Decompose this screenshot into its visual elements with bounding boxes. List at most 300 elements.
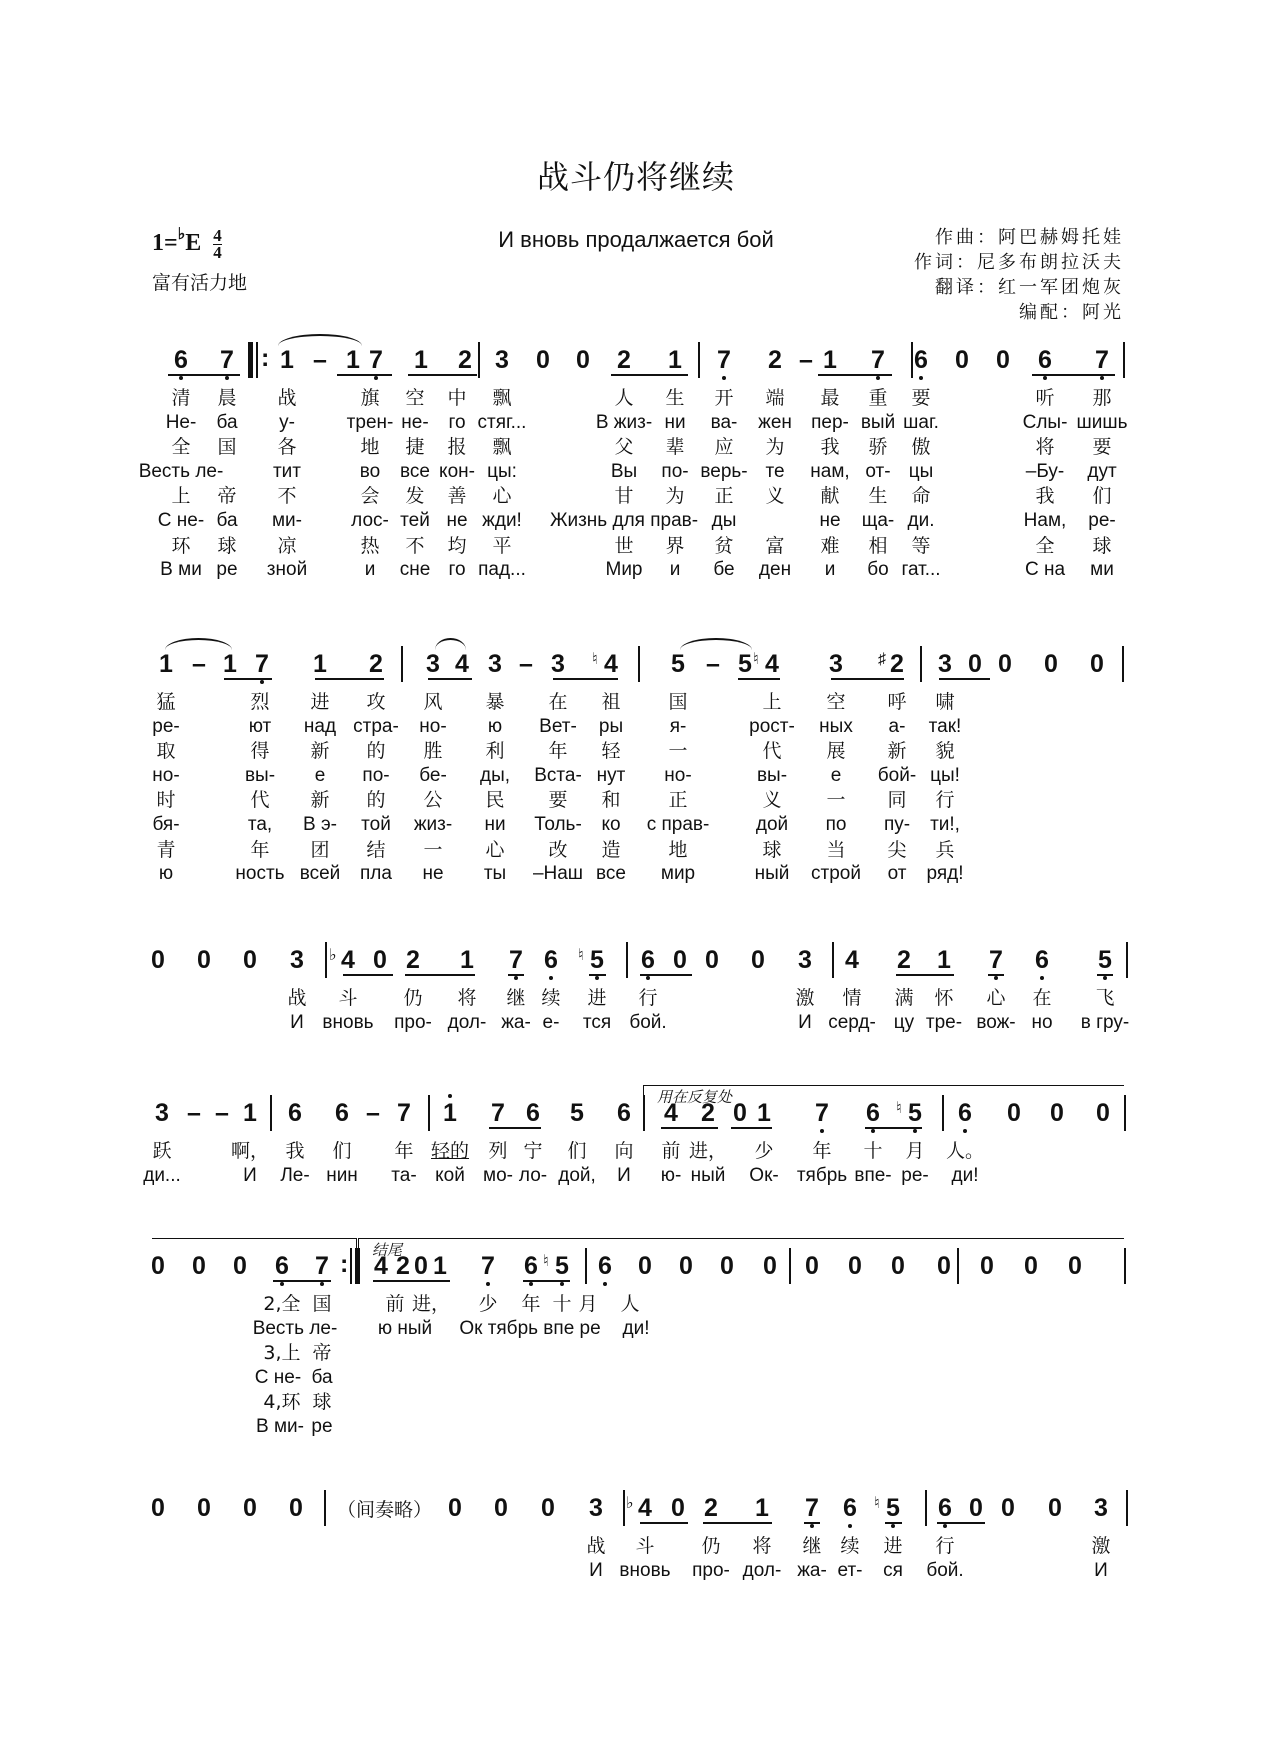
- low-octave-dot: [820, 1129, 824, 1133]
- lyric-russian: ди...: [143, 1164, 181, 1186]
- note: [249, 649, 275, 679]
- note-digit: 2: [768, 346, 782, 374]
- note: [1029, 945, 1055, 975]
- note: [1088, 1493, 1114, 1523]
- eighth-underline: [703, 1522, 772, 1524]
- lyric-russian: та-: [391, 1164, 417, 1186]
- note: [1092, 945, 1118, 975]
- note-digit: 7: [989, 946, 1003, 974]
- eighth-underline: [428, 678, 472, 680]
- lyric-russian: цы!: [930, 764, 960, 786]
- barline: [698, 342, 700, 378]
- lyric-russian: В ми-: [256, 1416, 304, 1437]
- lyric-chinese: 最: [820, 387, 840, 409]
- lyric-chinese: 空: [826, 691, 846, 713]
- lyric-chinese: 跃: [152, 1140, 172, 1162]
- low-octave-dot: [603, 1282, 607, 1286]
- low-octave-dot: [876, 376, 880, 380]
- eighth-underline: [818, 374, 892, 376]
- lyric-russian: нам,: [810, 460, 850, 482]
- time-top: 4: [213, 226, 222, 245]
- note: [665, 1493, 691, 1523]
- lyric-russian: впе-: [854, 1164, 892, 1186]
- lyric-chinese: 国: [312, 1293, 332, 1315]
- lyric-chinese: 造: [601, 838, 621, 861]
- note-digit: 0: [969, 1494, 983, 1522]
- lyric-chinese: 暴: [485, 691, 505, 713]
- note-digit: 0: [233, 1252, 247, 1280]
- note: [952, 1098, 978, 1128]
- lyric-chinese: 续: [840, 1535, 860, 1557]
- lyric-russian: ю: [158, 863, 174, 885]
- lyric-chinese: 不: [277, 485, 297, 508]
- note: [1018, 1251, 1044, 1281]
- natural-icon: ♮: [543, 1253, 549, 1270]
- note-digit: 1: [937, 946, 951, 974]
- note-digit: 2: [617, 346, 631, 374]
- lyric-chinese: 行: [935, 1535, 955, 1557]
- lyric-russian: все: [596, 863, 626, 885]
- note-digit: –: [799, 346, 813, 374]
- dash-extension: [181, 1098, 207, 1128]
- note-digit: 4: [638, 1494, 652, 1522]
- note: [309, 1251, 335, 1281]
- lyric-chinese: 正: [714, 485, 734, 508]
- note: [237, 1493, 263, 1523]
- low-octave-dot: [722, 376, 726, 380]
- eighth-underline: [489, 1127, 541, 1129]
- lyric-russian: е: [314, 764, 326, 786]
- lyric-chinese: 义: [765, 485, 785, 508]
- note-digit: 2: [396, 1252, 410, 1280]
- lyric-chinese: 少: [754, 1140, 774, 1162]
- low-octave-dot: [560, 1282, 564, 1286]
- lyric-russian: е-: [542, 1011, 560, 1033]
- slur-tie: [680, 638, 752, 650]
- note-digit: 4: [374, 1252, 388, 1280]
- note: [611, 1098, 637, 1128]
- lyric-chinese: 十: [863, 1140, 883, 1162]
- note-digit: 0: [763, 1252, 777, 1280]
- lyric-chinese: 全: [171, 436, 191, 459]
- lyric-russian: ба: [311, 1366, 333, 1388]
- note: [284, 945, 310, 975]
- note: [153, 649, 179, 679]
- note: [391, 1098, 417, 1128]
- lyric-russian: стяг...: [477, 411, 527, 433]
- note-digit: 7: [491, 1099, 505, 1127]
- lyric-russian: ди!: [951, 1164, 979, 1186]
- lyric-chinese: 发: [405, 485, 425, 508]
- note: [191, 1493, 217, 1523]
- note-digit: 6: [544, 946, 558, 974]
- note-digit: 2: [704, 1494, 718, 1522]
- eighth-underline: [373, 1280, 413, 1282]
- eighth-underline: [405, 974, 475, 976]
- lyric-russian: И: [589, 1559, 603, 1581]
- lyric-chinese: 献: [820, 485, 840, 508]
- note-digit: 0: [1068, 1252, 1082, 1280]
- lyric-chinese: 平: [492, 534, 512, 557]
- lyric-chinese: 帝: [217, 485, 237, 508]
- low-octave-dot: [374, 376, 378, 380]
- lyric-russian: бе: [713, 559, 735, 581]
- note-digit: 7: [815, 1099, 829, 1127]
- note: [482, 649, 508, 679]
- lyric-russian: от: [887, 863, 907, 885]
- lyric-russian: тябрь: [796, 1164, 848, 1186]
- lyric-russian: но-: [152, 764, 180, 786]
- note-digit: 1: [757, 1099, 771, 1127]
- high-octave-dot: [448, 1094, 452, 1098]
- lyric-russian: ло-: [518, 1164, 548, 1186]
- note: [186, 1251, 212, 1281]
- note-digit: 0: [998, 650, 1012, 678]
- low-octave-dot: [320, 1282, 324, 1286]
- lyric-russian: во: [359, 460, 381, 482]
- lyric-russian: у-: [279, 411, 295, 433]
- lyric-chinese: 旗: [360, 387, 380, 409]
- lyric-chinese: 球: [217, 534, 237, 557]
- note: [545, 649, 571, 679]
- lyric-russian: С не-: [254, 1366, 302, 1388]
- note-digit: 7: [255, 650, 269, 678]
- note: [1044, 1098, 1070, 1128]
- lyric-chinese: 一: [826, 789, 846, 812]
- lyric-chinese: 善: [447, 485, 467, 508]
- lyric-russian: строй: [811, 863, 861, 885]
- barline: [832, 942, 834, 978]
- lyric-chinese: 代: [762, 740, 782, 763]
- note: [145, 1493, 171, 1523]
- lyric-chinese: 们: [1092, 485, 1112, 508]
- lyric-chinese: 人: [614, 387, 634, 409]
- lyric-chinese: 骄: [868, 436, 888, 459]
- note-digit: 5: [1098, 946, 1112, 974]
- note: [990, 345, 1016, 375]
- lyric-chinese: 宁: [523, 1140, 543, 1162]
- eighth-underline: [168, 374, 240, 376]
- volta-label: 结尾: [372, 1241, 403, 1259]
- note: [400, 945, 426, 975]
- flat-icon: ♭: [329, 947, 337, 964]
- barline: [942, 1095, 944, 1131]
- note-digit: 0: [671, 1494, 685, 1522]
- lyric-chinese: 啊，: [230, 1140, 270, 1162]
- eighth-underline: [804, 1522, 820, 1524]
- lyric-chinese: 重: [868, 387, 888, 409]
- note: [570, 345, 596, 375]
- lyric-chinese: 飘: [492, 436, 512, 459]
- lyric-chinese: 烈: [250, 691, 270, 713]
- lyric-russian: шишь: [1076, 411, 1128, 433]
- barline: [401, 646, 403, 682]
- lyric-russian: го: [448, 411, 466, 433]
- lyric-russian: не: [819, 510, 841, 531]
- lyric-russian: И: [243, 1164, 257, 1186]
- lyric-chinese: 啸: [935, 691, 955, 713]
- note: [673, 1251, 699, 1281]
- lyric-chinese: 祖: [601, 691, 621, 713]
- lyric-russian: жа-: [501, 1011, 531, 1033]
- note: [269, 1251, 295, 1281]
- lyric-russian: мо-: [483, 1164, 513, 1186]
- lyric-russian: бой.: [926, 1559, 964, 1581]
- lyric-chinese: 会: [360, 485, 380, 508]
- note-digit: 0: [243, 946, 257, 974]
- note-digit: 1: [823, 346, 837, 374]
- lyric-russian: И: [290, 1011, 304, 1033]
- note-digit: 0: [373, 946, 387, 974]
- lyric-russian: ют: [248, 715, 272, 737]
- note-digit: 0: [968, 650, 982, 678]
- barline: [623, 1490, 625, 1526]
- lyric-russian: В э-: [303, 814, 337, 835]
- lyric-chinese: 兵: [935, 838, 955, 861]
- repeat-dots: :: [340, 1250, 349, 1278]
- note-digit: 0: [197, 1494, 211, 1522]
- note: [611, 345, 637, 375]
- lyric-chinese: 飞: [1095, 987, 1115, 1009]
- lyric-chinese: 取: [156, 740, 176, 763]
- lyric-russian: ре-: [152, 715, 180, 737]
- note-digit: 0: [289, 1494, 303, 1522]
- lyric-chinese: 利: [485, 740, 505, 763]
- note: [149, 1098, 175, 1128]
- note-digit: 7: [871, 346, 885, 374]
- time-bottom: 4: [213, 243, 222, 262]
- note-digit: 5: [886, 1494, 900, 1522]
- note-digit: 3: [829, 650, 843, 678]
- lyric-chinese: 新: [310, 789, 330, 812]
- lyric-russian: бя-: [152, 814, 180, 835]
- note: [792, 945, 818, 975]
- lyric-russian: про-: [394, 1011, 432, 1033]
- lyric-russian: но-: [664, 764, 692, 786]
- note: [860, 1098, 886, 1128]
- lyric-chinese: 续: [541, 987, 561, 1009]
- lyric-chinese: 风: [423, 691, 443, 713]
- lyric-chinese: 均: [447, 534, 467, 557]
- note-digit: 1: [243, 1099, 257, 1127]
- lyric-russian: ю-: [660, 1164, 682, 1186]
- note-digit: 7: [717, 346, 731, 374]
- note-digit: 5: [570, 1099, 584, 1127]
- lyric-russian: и: [364, 559, 376, 581]
- lyric-chinese: 代: [250, 789, 270, 812]
- note-digit: 6: [843, 1494, 857, 1522]
- low-octave-dot: [646, 976, 650, 980]
- lyric-russian: жа-: [797, 1559, 827, 1581]
- note-digit: 0: [197, 946, 211, 974]
- note: [842, 1251, 868, 1281]
- lyric-russian: е: [830, 764, 842, 786]
- lyric-russian: ю ный: [377, 1317, 433, 1339]
- lyric-chinese: 我: [1035, 485, 1055, 508]
- lyric-chinese: 胜: [423, 740, 443, 763]
- lyric-chinese: 斗: [635, 1535, 655, 1557]
- note: [809, 1098, 835, 1128]
- natural-icon: ♮: [874, 1495, 880, 1512]
- lyric-chinese: 空: [405, 387, 425, 409]
- lyric-chinese: 新: [887, 740, 907, 763]
- note: [217, 649, 243, 679]
- lyric-chinese: 民: [485, 789, 505, 812]
- lyric-russian: с прав-: [646, 814, 710, 835]
- lyric-russian: дол-: [742, 1559, 782, 1581]
- repeat-end-thin: [350, 1248, 352, 1284]
- lyric-russian: так!: [928, 715, 962, 737]
- note-digit: –: [706, 650, 720, 678]
- lyric-russian: Толь-: [534, 814, 582, 835]
- note: [949, 345, 975, 375]
- eighth-underline: [640, 974, 692, 976]
- lyric-russian: ет-: [837, 1559, 863, 1581]
- lyric-chinese: 的: [366, 789, 386, 812]
- lyric-chinese: 人。: [945, 1140, 985, 1162]
- lyric-chinese: 十: [552, 1293, 572, 1315]
- lyric-chinese: 球: [312, 1391, 332, 1414]
- lyric-russian: те: [765, 460, 785, 482]
- note-digit: 0: [1048, 1494, 1062, 1522]
- lyric-russian: серд-: [828, 1011, 876, 1033]
- dash-extension: [307, 345, 333, 375]
- note: [454, 945, 480, 975]
- lyric-russian: ди.: [907, 510, 935, 531]
- natural-icon: ♮: [578, 947, 584, 964]
- lyric-russian: В жиз-: [595, 411, 653, 433]
- note: [762, 345, 788, 375]
- note: [367, 945, 393, 975]
- lyric-russian: ре: [311, 1416, 333, 1437]
- note-digit: 0: [848, 1252, 862, 1280]
- lyric-chinese: 要: [1092, 436, 1112, 459]
- lyric-chinese: 义: [762, 789, 782, 812]
- lyric-chinese: 相: [868, 534, 888, 557]
- note-digit: 7: [481, 1252, 495, 1280]
- barline: [925, 1490, 927, 1526]
- lyric-chinese: 难: [820, 534, 840, 557]
- note: [145, 1251, 171, 1281]
- lyric-chinese: 捷: [405, 436, 425, 459]
- note: [237, 1098, 263, 1128]
- volta-bracket-edge: [356, 1238, 357, 1260]
- lyric-russian: пад...: [478, 559, 526, 581]
- lyric-russian: ность: [235, 863, 285, 885]
- lyric-russian: ща-: [861, 510, 895, 531]
- note: [282, 1098, 308, 1128]
- lyric-chinese: 时: [156, 789, 176, 812]
- note: [817, 345, 843, 375]
- note: [420, 649, 446, 679]
- barline: [957, 1248, 959, 1284]
- note-digit: 5: [671, 650, 685, 678]
- note: [932, 1493, 958, 1523]
- lyric-chinese: 新: [310, 740, 330, 763]
- lyric-chinese: 一: [668, 740, 688, 763]
- note-digit: 6: [938, 1494, 952, 1522]
- lyric-russian: ден: [758, 559, 792, 581]
- note: [363, 649, 389, 679]
- lyric-russian: вновь: [619, 1559, 671, 1581]
- lyric-russian: кой: [435, 1164, 465, 1186]
- flat-icon: ♭: [626, 1495, 634, 1512]
- low-octave-dot: [529, 1282, 533, 1286]
- note-digit: 6: [958, 1099, 972, 1127]
- note-digit: 5: [908, 1099, 922, 1127]
- note-digit: 1: [223, 650, 237, 678]
- lyric-russian: ни: [484, 814, 506, 835]
- eighth-underline: [508, 974, 524, 976]
- barline: [1126, 942, 1128, 978]
- lyric-chinese: 年: [812, 1140, 832, 1162]
- barline: [1124, 1248, 1126, 1284]
- lyric-russian: вож-: [976, 1011, 1016, 1033]
- lyric-russian: тит: [272, 460, 302, 482]
- page-title: 战斗仍将继续: [536, 158, 735, 196]
- natural-icon: ♮: [753, 651, 759, 668]
- lyric-chinese: 各: [277, 436, 297, 459]
- low-octave-dot: [810, 1524, 814, 1528]
- lyric-chinese: 激: [795, 987, 815, 1009]
- lyric-russian: верь-: [700, 460, 748, 482]
- lyric-chinese: 报: [447, 436, 467, 459]
- note-digit: 7: [220, 346, 234, 374]
- note: [749, 1493, 775, 1523]
- note: [1032, 345, 1058, 375]
- note: [583, 1493, 609, 1523]
- lyric-chinese: 在: [548, 691, 568, 713]
- note-digit: 7: [397, 1099, 411, 1127]
- note: [283, 1493, 309, 1523]
- eighth-underline: [413, 1280, 450, 1282]
- note-digit: 3: [551, 650, 565, 678]
- lyric-russian: от-: [865, 460, 891, 482]
- lyric-chinese: 仍: [701, 1535, 721, 1557]
- key-prefix: 1=: [152, 230, 178, 257]
- note-digit: 4: [765, 650, 779, 678]
- lyric-russian: вновь: [322, 1011, 374, 1033]
- lyric-chinese: 贫: [714, 534, 734, 557]
- note-digit: 0: [996, 346, 1010, 374]
- lyric-russian: С на: [1024, 559, 1066, 581]
- low-octave-dot: [871, 1129, 875, 1133]
- note-digit: 0: [494, 1494, 508, 1522]
- lyric-chinese: 列: [488, 1140, 508, 1162]
- low-octave-dot: [963, 1129, 967, 1133]
- low-octave-dot: [1043, 376, 1047, 380]
- lyric-russian: гат...: [901, 559, 941, 581]
- lyric-russian: нин: [326, 1164, 358, 1186]
- lyric-chinese: 人: [620, 1293, 640, 1315]
- low-octave-dot: [225, 376, 229, 380]
- lyric-chinese: 展: [826, 740, 846, 763]
- note-digit: 7: [315, 1252, 329, 1280]
- lyric-chinese: 辈: [665, 436, 685, 459]
- lyric-russian: ся: [883, 1559, 903, 1581]
- note-digit: 0: [1096, 1099, 1110, 1127]
- dash-extension: [793, 345, 819, 375]
- note-digit: 4: [664, 1099, 678, 1127]
- lyric-chinese: 地: [360, 436, 380, 459]
- lyric-russian: рост-: [749, 715, 795, 737]
- note: [452, 345, 478, 375]
- note: [711, 345, 737, 375]
- note-digit: 7: [1095, 346, 1109, 374]
- lyric-chinese: 环: [171, 534, 191, 557]
- lyric-chinese: 为: [665, 485, 685, 508]
- volta-bracket-edge: [643, 1085, 644, 1107]
